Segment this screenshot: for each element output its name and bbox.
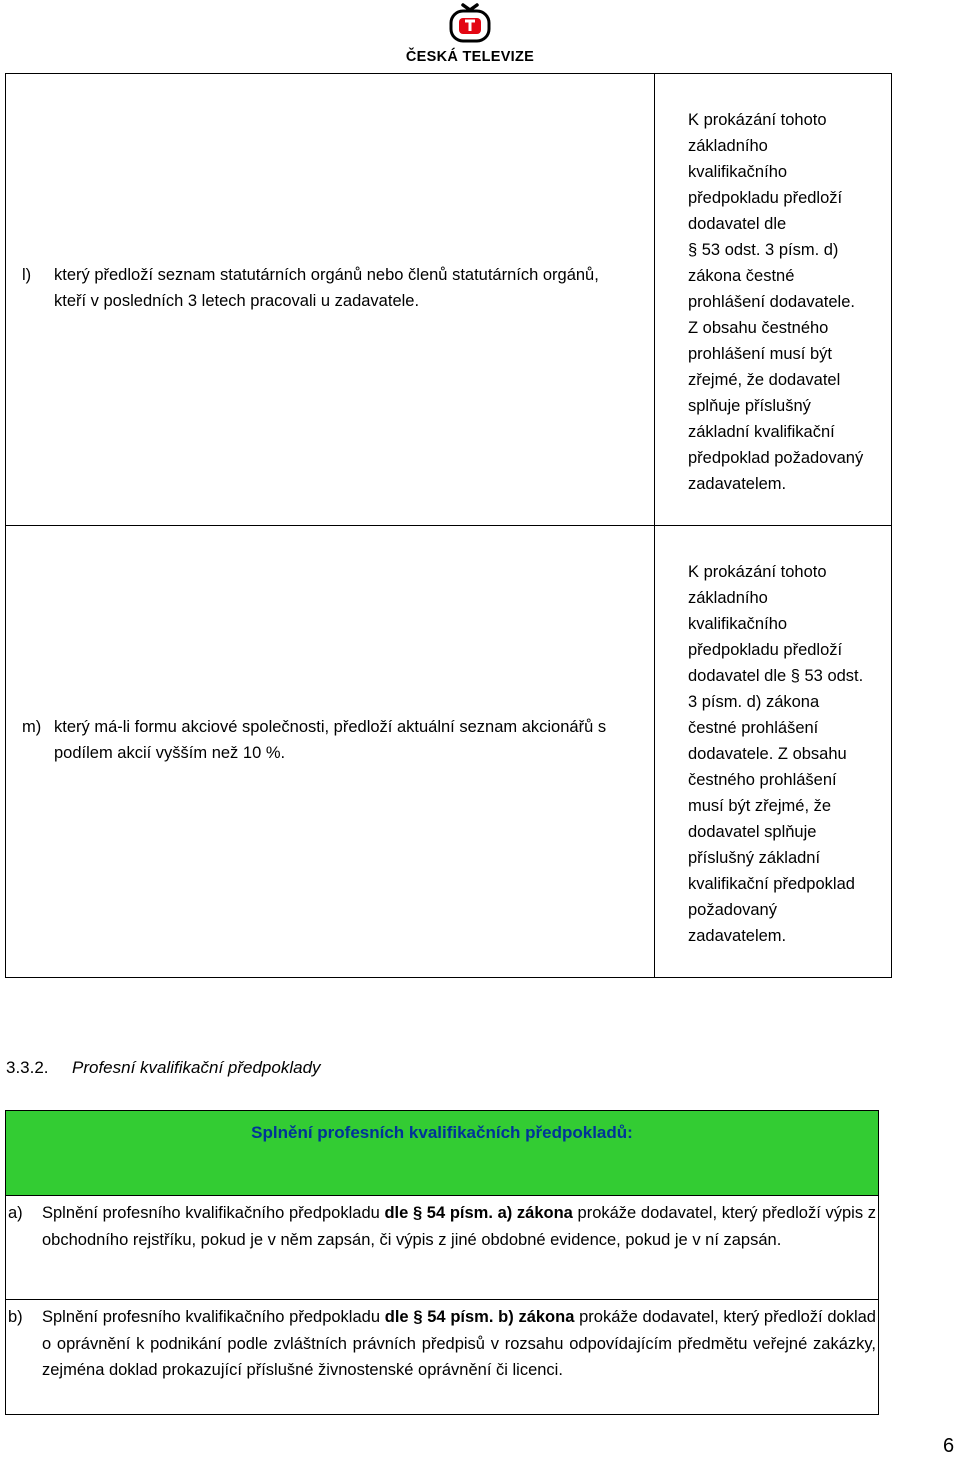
proof-cell [655, 526, 891, 977]
requirement-marker: m) [22, 718, 42, 736]
table-row [6, 74, 891, 525]
item-paragraph [8, 1200, 876, 1253]
tv-logo-icon [445, 2, 495, 48]
requirements-banner [5, 1110, 879, 1196]
item-paragraph [8, 1304, 876, 1384]
requirement-cell [6, 526, 655, 977]
item-marker: b) [8, 1308, 23, 1326]
item-body: Splnění profesního kvalifikačního předpokladu dle § 54 písm. b) zákona prokáže dodavatel, který předloží doklad o oprávnění k podnikání podle zvláštních právních předpisů v rozsahu odpovídajícím předmětu veřejné zakázky, zejména doklad prokazující příslušné živnostenské oprávnění či licenci. [42, 1308, 876, 1379]
page-number: 6 [943, 1435, 955, 1457]
requirement-text: l) který předloží seznam statutárních orgánů nebo členů statutárních orgánů, kteří v posledních 3 letech pracovali u zadavatele. [22, 262, 614, 314]
logo-text: ČESKÁ TELEVIZE [405, 49, 535, 65]
proof-text: K prokázání tohoto základního kvalifikačního předpokladu předloží dodavatel dle § 53 odst. 3 písm. d) zákona čestné prohlášení dodavatele. Z obsahu čestného prohlášení musí být zřejmé, že dodavatel splňuje příslušný základní kvalifikační předpoklad požadovaný zadavatelem. [688, 111, 864, 493]
requirement-text: m) který má-li formu akciové společnosti, předloží aktuální seznam akcionářů s podílem akcií vyšším než 10 %. [22, 714, 614, 766]
item-body: Splnění profesního kvalifikačního předpokladu dle § 54 písm. a) zákona prokáže dodavatel, který předloží výpis z obchodního rejstříku, pokud je v něm zapsán, či výpis z jiné obdobné evidence, pokud je v ní zapsán. [42, 1204, 876, 1249]
section-heading [6, 1058, 321, 1078]
section-title: Profesní kvalifikační předpoklady [72, 1058, 321, 1077]
item-marker: a) [8, 1204, 23, 1222]
ceska-televize-logo [400, 2, 540, 65]
proof-cell [655, 74, 891, 525]
list-item [5, 1299, 879, 1415]
banner-title: Splnění profesních kvalifikačních předpokladů: [251, 1123, 633, 1142]
section-number: 3.3.2. [6, 1058, 49, 1077]
requirement-marker: l) [22, 266, 32, 284]
table-row [6, 525, 891, 977]
list-item [5, 1196, 879, 1300]
requirements-table [5, 73, 892, 978]
proof-text: K prokázání tohoto základního kvalifikačního předpokladu předloží dodavatel dle § 53 odst. 3 písm. d) zákona čestné prohlášení dodavatele. Z obsahu čestného prohlášení musí být zřejmé, že dodavatel splňuje příslušný základní kvalifikační předpoklad požadovaný zadavatelem. [688, 563, 864, 945]
requirement-cell [6, 74, 655, 525]
